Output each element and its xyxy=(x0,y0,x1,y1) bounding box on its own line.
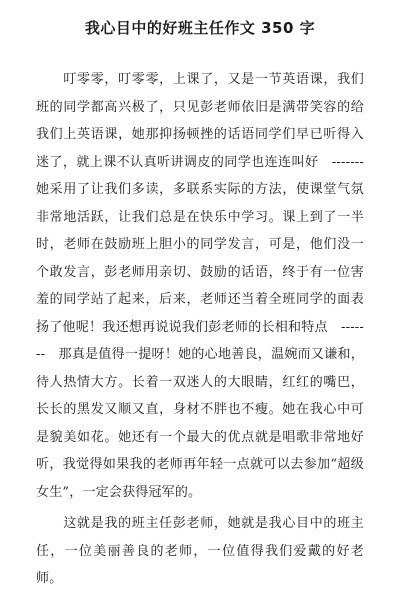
document-title: 我心目中的好班主任作文 350 字 xyxy=(84,19,316,37)
document-body xyxy=(36,66,378,593)
body-paragraph-2: 这就是我的班主任彭老师，她就是我心目中的班主任，一位美丽善良的老师，一位值得我们爱戴的好老师。 xyxy=(36,516,364,586)
body-paragraph-1: 叮零零，叮零零，上课了，又是一节英语课，我们班的同学都高兴极了，只见彭老师依旧是满带笑容的给我们上英语课，她那抑扬顿挫的话语同学们早已听得入迷了，就上课不认真听讲调皮的同学也连连叫好 ------- 她采用了让我们多读，多联系实际的方法，使课堂气氛非常地活跃，让我们总是在快乐中学习。课上到了一半时，老师在鼓励班上胆小的同学发言，可是，他们没一个敢发言，彭老师用亲切、鼓励的话语，终于有一位害羞的同学站了起来，后来，老师还当着全班同学的面表扬了他呢！我还想再说说我们彭老师的长相和特点 ------- 那真是值得一提呀！她的心地善良，温婉而又谦和，待人热情大方。长着一双迷人的大眼睛，红红的嘴巴，长长的黑发又顺又直，身材不胖也不瘦。她在我心中可是貌美如花。她还有一个最大的优点就是唱歌非常地好听，我觉得如果我的老师再年轻一点就可以去参加“超级女生”，一定会获得冠军的。 xyxy=(36,72,378,500)
